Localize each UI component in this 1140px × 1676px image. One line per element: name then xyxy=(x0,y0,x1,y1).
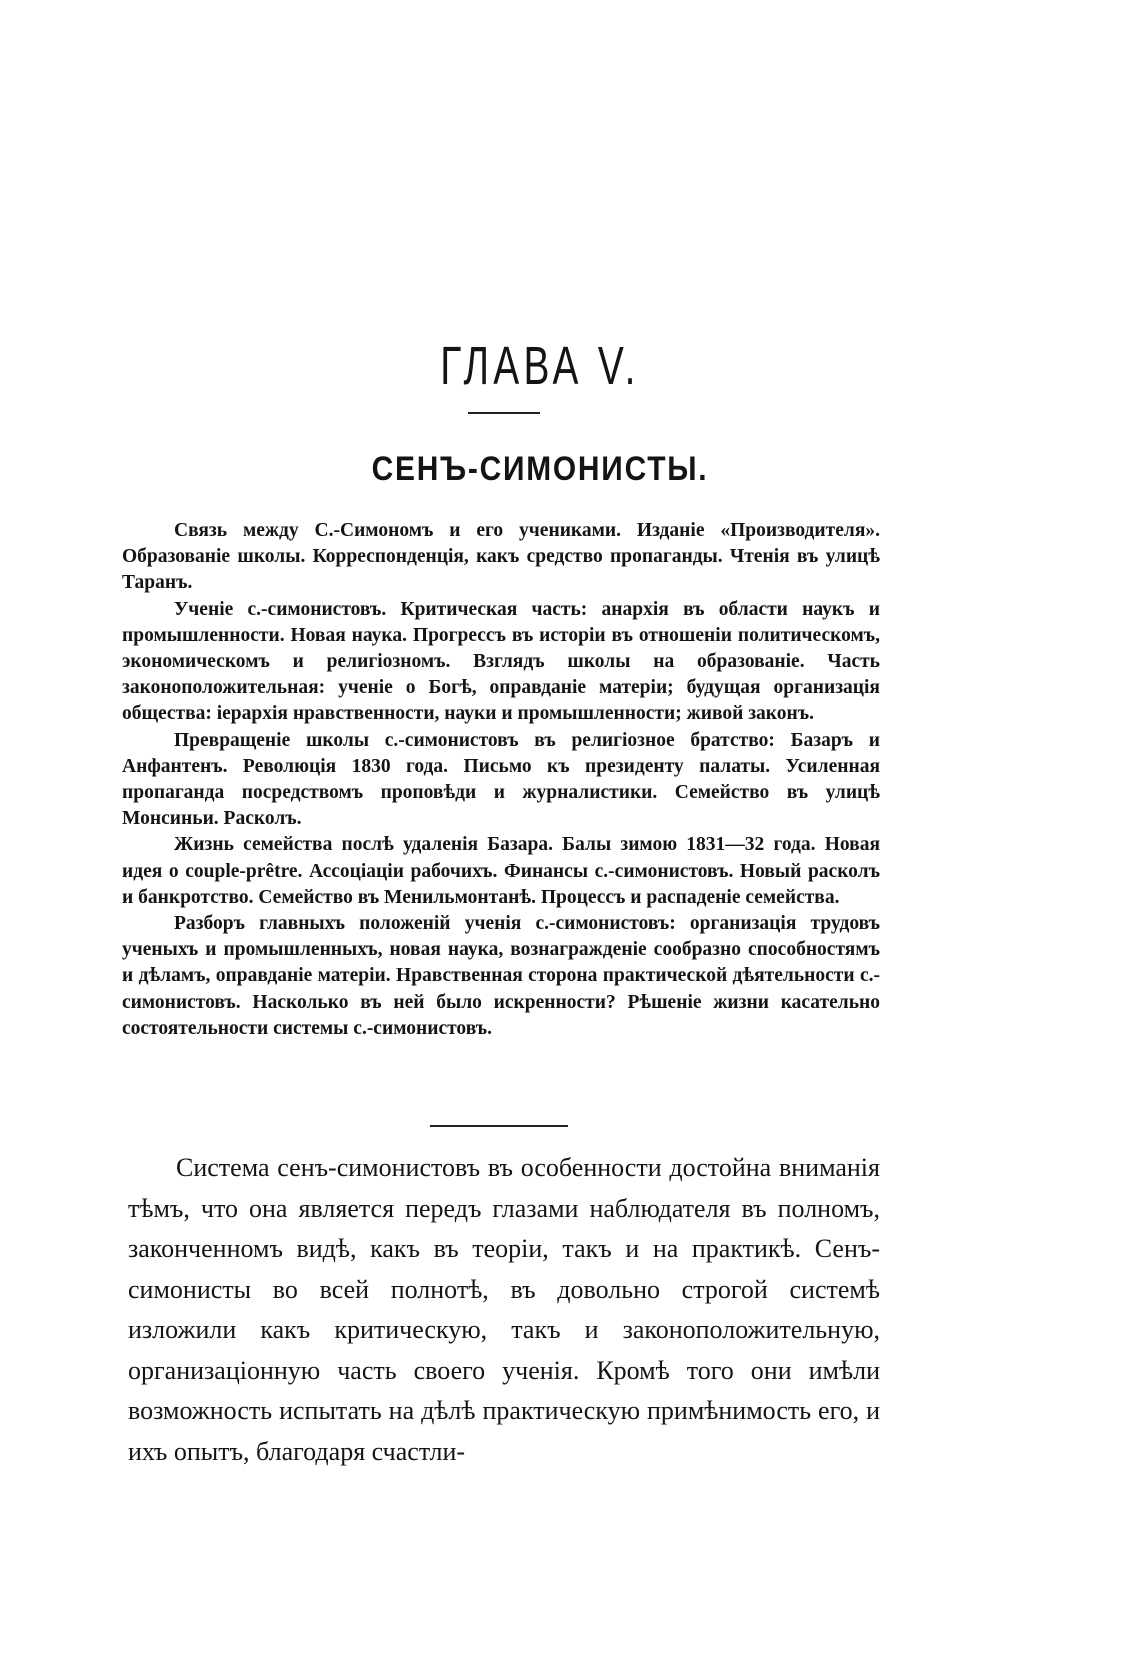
chapter-title: ГЛАВА V. xyxy=(440,336,640,396)
summary-paragraph: Ученіе с.-симонистовъ. Критическая часть: анархія въ области наукъ и промышленности. Новая наука. Прогрессъ въ исторіи въ отношеніи политическомъ, экономическомъ и религіозномъ. Взглядъ школы на образованіе. Часть законоположительная: ученіе о Богѣ, оправданіе матеріи; будущая организація общества: іерархія нравственности, науки и промышленности; живой законъ. xyxy=(122,598,880,725)
body-text xyxy=(128,1148,880,1472)
body-paragraph: Система сенъ-симонистовъ въ особенности достойна вниманія тѣмъ, что она является передъ глазами наблюдателя въ полномъ, законченномъ видѣ, какъ въ теоріи, такъ и на практикѣ. Сенъ-симонисты во всей полнотѣ, въ довольно строгой системѣ изложили какъ критическую, такъ и законоположительную, организаціонную часть своего ученія. Кромѣ того они имѣли возможность испытать на дѣлѣ практическую примѣнимость его, и ихъ опытъ, благодаря счастли- xyxy=(128,1153,880,1466)
summary-paragraph: Жизнь семейства послѣ удаленія Базара. Балы зимою 1831—32 года. Новая идея о couple-prêtre. Ассоціаціи рабочихъ. Финансы с.-симонистовъ. Новый расколъ и банкротство. Семейство въ Менильмонтанѣ. Процессъ и распаденіе семейства. xyxy=(122,834,880,908)
section-title: СЕНЪ-СИМОНИСТЫ. xyxy=(371,450,709,488)
summary-paragraph: Превращеніе школы с.-симонистовъ въ религіозное братство: Базаръ и Анфантенъ. Революція 1830 года. Письмо къ президенту палаты. Усиленная пропаганда посредствомъ проповѣди и журналистики. Семейство въ улицѣ Монсиньи. Расколъ. xyxy=(122,729,880,830)
title-divider xyxy=(468,412,540,414)
summary-paragraph: Связь между С.-Симономъ и его учениками. Изданіе «Производителя». Образованіе школы. Корреспонденція, какъ средство пропаганды. Чтенія въ улицѣ Таранъ. xyxy=(122,520,880,594)
section-divider xyxy=(430,1125,568,1127)
chapter-summary xyxy=(122,518,880,1042)
summary-paragraph: Разборъ главныхъ положеній ученія с.-симонистовъ: организація трудовъ ученыхъ и промышленныхъ, новая наука, вознагражденіе сообразно способностямъ и дѣламъ, оправданіе матеріи. Нравственная сторона практической дѣятельности с.-симонистовъ. Насколько въ ней было искренности? Рѣшеніе жизни касательно состоятельности системы с.-симонистовъ. xyxy=(122,913,880,1039)
